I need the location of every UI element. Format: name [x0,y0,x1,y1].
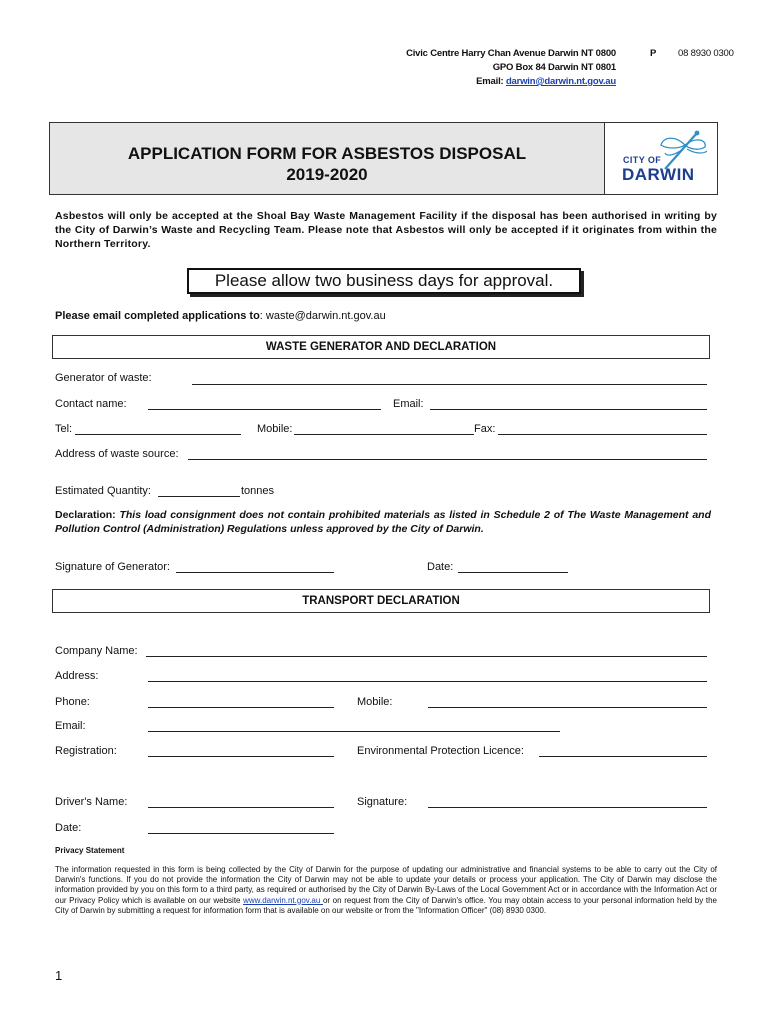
form-title: APPLICATION FORM FOR ASBESTOS DISPOSAL [127,144,527,163]
driver-name-field[interactable] [148,807,334,808]
transport-signature-label: Signature: [357,796,408,808]
declaration-body: This load consignment does not contain prohibited materials as listed in Schedule 2 of The Waste Management and Pollution Control (Administration) Regulations unless approved by the City of Darwin. [55,509,711,535]
form-year: 2019-2020 [286,165,368,184]
generator-mobile-label: Mobile: [257,423,293,435]
page-number: 1 [55,968,63,983]
transport-phone-field[interactable] [148,707,334,708]
generator-email-field[interactable] [430,409,707,410]
city-of-darwin-logo [605,122,718,195]
declaration-lead: Declaration: [55,509,116,521]
waste-address-field[interactable] [188,459,707,460]
email-instruction-value: : waste@darwin.nt.gov.au [259,310,386,322]
licence-field[interactable] [539,756,707,757]
header-email [476,76,616,87]
transport-signature-field[interactable] [428,807,707,808]
generator-mobile-field[interactable] [294,434,474,435]
transport-email-field[interactable] [148,731,560,732]
transport-date-field[interactable] [148,833,334,834]
header-phone-value: 08 8930 0300 [678,48,734,59]
generator-field[interactable] [192,384,707,385]
logo-small-text: CITY OF [623,155,662,165]
registration-label: Registration: [55,745,117,757]
tel-label: Tel: [55,423,73,435]
privacy-text-after: or on request from the City of Darwin's office. You may obtain access to your personal information held by the City of Darwin by submitting a request for information form that is available on our website or from the "Information Officer" (08) 8930 0300. [55,895,717,915]
transport-section-heading: TRANSPORT DECLARATION [52,589,710,613]
privacy-statement [55,865,717,916]
transport-email-label: Email: [55,720,86,732]
transport-mobile-field[interactable] [428,707,707,708]
quantity-label: Estimated Quantity: [55,485,151,497]
email-instruction-label: Please email completed applications to [55,310,260,322]
generator-label: Generator of waste: [55,372,152,384]
transport-address-label: Address: [55,670,99,682]
intro-paragraph: Asbestos will only be accepted at the Shoal Bay Waste Management Facility if the disposal has been authorised in writing by the City of Darwin’s Waste and Recycling Team. Please note that Asbestos will only be accepted if it originates from within the Northern Territory. [55,210,717,250]
privacy-text-before: The information requested in this form is being collected by the City of Darwin for the purpose of updating our administrative and financial systems to be able to carry out the City of Darwin's functions. If you do not provide the information the City of Darwin may not be able to update your details or process your application. The City of Darwin may disclose the information provided by you on this form to a third party, as required or authorised by the City of Darwin By-Laws of the Local Government Act or in accordance with the Information Act or our Privacy Policy which is available on our website [55,865,717,905]
transport-date-label: Date: [55,822,82,834]
quantity-unit: tonnes [241,485,275,497]
contact-name-field[interactable] [148,409,381,410]
tel-field[interactable] [75,434,241,435]
contact-name-label: Contact name: [55,398,127,410]
generator-date-field[interactable] [458,572,568,573]
declaration-text [55,508,711,536]
company-name-field[interactable] [146,656,707,657]
logo-big-text: DARWIN [622,165,695,184]
generator-signature-label: Signature of Generator: [55,561,170,573]
transport-phone-label: Phone: [55,696,90,708]
quantity-field[interactable] [158,496,240,497]
privacy-website-link[interactable]: www.darwin.nt.gov.au [243,895,323,905]
generator-signature-field[interactable] [176,572,334,573]
waste-section-heading: WASTE GENERATOR AND DECLARATION [52,335,710,359]
generator-email-label: Email: [393,398,424,410]
fax-label: Fax: [474,423,496,435]
driver-name-label: Driver's Name: [55,796,128,808]
company-name-label: Company Name: [55,645,138,657]
header-address-line2: GPO Box 84 Darwin NT 0801 [492,62,616,73]
registration-field[interactable] [148,756,334,757]
transport-address-field[interactable] [148,681,707,682]
header-email-label: Email: [476,76,504,87]
email-instruction [55,310,386,322]
generator-date-label: Date: [427,561,454,573]
dragonfly-icon [605,123,718,196]
title-box [49,122,605,195]
waste-address-label: Address of waste source: [55,448,179,460]
fax-field[interactable] [498,434,707,435]
licence-label: Environmental Protection Licence: [357,745,524,757]
transport-mobile-label: Mobile: [357,696,393,708]
header-email-link[interactable]: darwin@darwin.nt.gov.au [505,76,616,87]
approval-banner: Please allow two business days for approval. [187,268,581,294]
header-address-line1: Civic Centre Harry Chan Avenue Darwin NT 0800 [406,48,616,59]
header-phone-label: P [650,48,657,59]
privacy-heading: Privacy Statement [55,846,125,855]
